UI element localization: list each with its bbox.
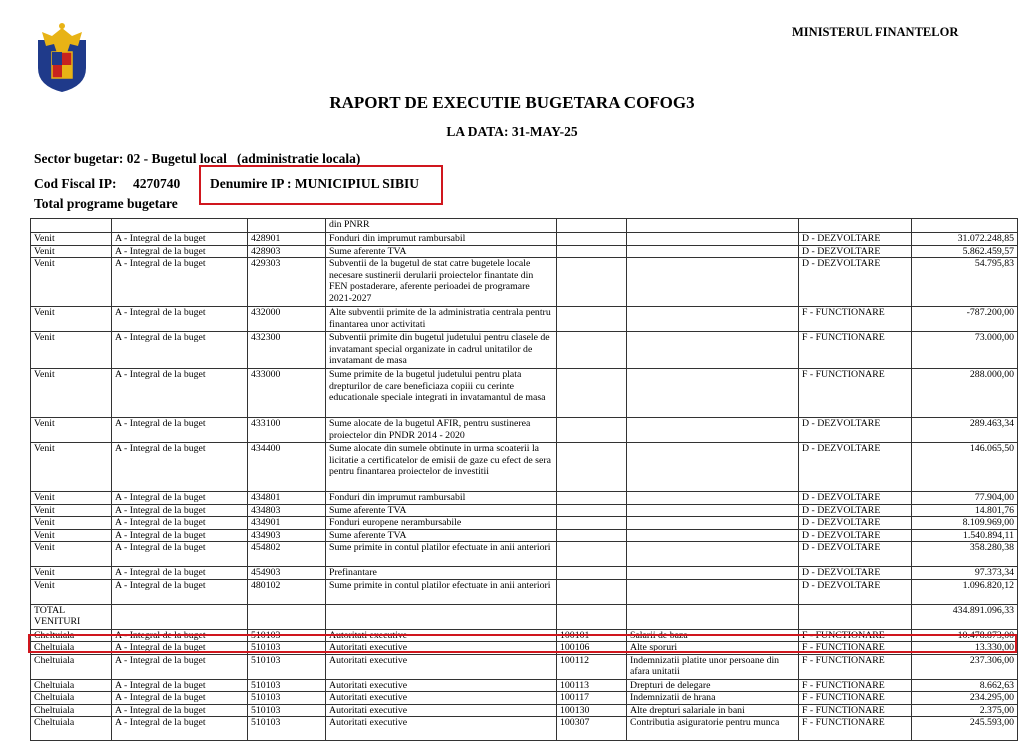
cell-cod-venit: 434901	[248, 517, 326, 530]
cell-suma: 434.891.096,33	[912, 604, 1018, 629]
table-row	[31, 704, 1018, 717]
cell-cod-titlu	[557, 245, 627, 258]
cell-tip: Cheltuiala	[31, 704, 112, 717]
cell-sectiune: F - FUNCTIONARE	[799, 717, 912, 741]
cell-denumire: Subventii primite din bugetul judetului pentru clasele de invatamant special organizate in cadrul unitatilor de invatamant de masa	[326, 332, 557, 369]
cell-suma: 77.904,00	[912, 492, 1018, 505]
cell-finantare: A - Integral de la buget	[112, 443, 248, 492]
cell-tip: Venit	[31, 258, 112, 307]
cell-cod-titlu	[557, 369, 627, 418]
cell-titlu	[627, 332, 799, 369]
cell-cod-venit	[248, 219, 326, 233]
cell-tip: Venit	[31, 369, 112, 418]
cell-tip: Venit	[31, 233, 112, 246]
cell-titlu	[627, 258, 799, 307]
cell-cod-titlu	[557, 529, 627, 542]
cell-suma: 1.540.894,11	[912, 529, 1018, 542]
cell-suma: 358.280,38	[912, 542, 1018, 567]
cell-cod-venit: 432000	[248, 307, 326, 332]
cell-titlu	[627, 369, 799, 418]
cell-cod-venit	[248, 604, 326, 629]
cell-titlu	[627, 233, 799, 246]
cell-sectiune: D - DEZVOLTARE	[799, 492, 912, 505]
execution-table	[30, 218, 1018, 741]
cell-finantare	[112, 219, 248, 233]
cell-sectiune: D - DEZVOLTARE	[799, 517, 912, 530]
cell-cod-venit: 510103	[248, 654, 326, 679]
cod-fiscal-value: 4270740	[133, 176, 181, 191]
cell-titlu	[627, 567, 799, 580]
cell-cod-titlu	[557, 307, 627, 332]
cell-cod-titlu: 100130	[557, 704, 627, 717]
cell-finantare: A - Integral de la buget	[112, 542, 248, 567]
cell-finantare: A - Integral de la buget	[112, 492, 248, 505]
cell-cod-venit: 510103	[248, 642, 326, 655]
cell-suma: 146.065,50	[912, 443, 1018, 492]
table-row	[31, 717, 1018, 741]
cell-suma	[912, 219, 1018, 233]
cell-cod-titlu	[557, 542, 627, 567]
cell-denumire: Sume aferente TVA	[326, 504, 557, 517]
cell-cod-venit: 432300	[248, 332, 326, 369]
cell-suma: 245.593,00	[912, 717, 1018, 741]
cell-suma: 237.306,00	[912, 654, 1018, 679]
cell-titlu: Indemnizatii platite unor persoane din afara unitatii	[627, 654, 799, 679]
cell-cod-titlu	[557, 258, 627, 307]
table-row	[31, 258, 1018, 307]
cell-titlu	[627, 443, 799, 492]
cell-cod-venit: 428903	[248, 245, 326, 258]
cell-titlu	[627, 604, 799, 629]
cell-cod-venit: 433000	[248, 369, 326, 418]
report-title: RAPORT DE EXECUTIE BUGETARA COFOG3	[329, 93, 695, 112]
cell-titlu: Contributia asiguratorie pentru munca	[627, 717, 799, 741]
cell-sectiune: D - DEZVOLTARE	[799, 529, 912, 542]
cell-denumire: Alte subventii primite de la administratia centrala pentru finantarea unor activitati	[326, 307, 557, 332]
cell-cod-venit: 429303	[248, 258, 326, 307]
romania-coat-of-arms-icon	[34, 22, 90, 94]
cell-suma: 2.375,00	[912, 704, 1018, 717]
cell-titlu	[627, 542, 799, 567]
cell-titlu	[627, 492, 799, 505]
table-row	[31, 418, 1018, 443]
cell-cod-titlu	[557, 567, 627, 580]
cell-sectiune: F - FUNCTIONARE	[799, 654, 912, 679]
cell-denumire: Autoritati executive	[326, 692, 557, 705]
cell-finantare: A - Integral de la buget	[112, 717, 248, 741]
cell-denumire: Autoritati executive	[326, 717, 557, 741]
cell-finantare: A - Integral de la buget	[112, 679, 248, 692]
cell-cod-venit: 510103	[248, 679, 326, 692]
cell-sectiune: D - DEZVOLTARE	[799, 542, 912, 567]
table-row	[31, 654, 1018, 679]
table-row	[31, 679, 1018, 692]
cell-finantare: A - Integral de la buget	[112, 567, 248, 580]
cell-sectiune: F - FUNCTIONARE	[799, 679, 912, 692]
cell-denumire: Autoritati executive	[326, 629, 557, 642]
cell-cod-venit: 510103	[248, 692, 326, 705]
highlight-denumire-box	[199, 165, 443, 205]
cell-cod-titlu	[557, 504, 627, 517]
table-row	[31, 604, 1018, 629]
cell-denumire: Sume primite in contul platilor efectuate in anii anteriori	[326, 579, 557, 604]
cell-suma: 31.072.248,85	[912, 233, 1018, 246]
cell-denumire: Fonduri din imprumut rambursabil	[326, 492, 557, 505]
cod-fiscal-label: Cod Fiscal IP:	[34, 176, 117, 191]
cell-cod-venit: 434400	[248, 443, 326, 492]
cell-titlu	[627, 517, 799, 530]
cell-titlu: Alte sporuri	[627, 642, 799, 655]
cell-finantare: A - Integral de la buget	[112, 369, 248, 418]
cell-tip: Cheltuiala	[31, 654, 112, 679]
cell-titlu	[627, 529, 799, 542]
cell-suma: 1.096.820,12	[912, 579, 1018, 604]
cell-finantare: A - Integral de la buget	[112, 332, 248, 369]
cell-cod-titlu: 100101	[557, 629, 627, 642]
cell-tip: Venit	[31, 542, 112, 567]
cell-tip: Venit	[31, 443, 112, 492]
cell-cod-venit: 433100	[248, 418, 326, 443]
cell-sectiune: D - DEZVOLTARE	[799, 245, 912, 258]
cell-finantare: A - Integral de la buget	[112, 579, 248, 604]
cell-finantare: A - Integral de la buget	[112, 629, 248, 642]
cell-titlu	[627, 504, 799, 517]
cell-tip: Venit	[31, 529, 112, 542]
table-row	[31, 307, 1018, 332]
cell-cod-titlu	[557, 443, 627, 492]
cell-cod-venit: 454802	[248, 542, 326, 567]
cell-denumire: Fonduri din imprumut rambursabil	[326, 233, 557, 246]
cell-cod-venit: 428901	[248, 233, 326, 246]
cell-cod-venit: 510103	[248, 717, 326, 741]
cell-finantare: A - Integral de la buget	[112, 504, 248, 517]
table-row	[31, 332, 1018, 369]
cell-denumire: Autoritati executive	[326, 642, 557, 655]
cell-tip: Venit	[31, 245, 112, 258]
cell-sectiune: D - DEZVOLTARE	[799, 443, 912, 492]
cell-denumire: Subventii de la bugetul de stat catre bugetele locale necesare sustinerii derularii proiectelor finantate din FEN postaderare, aferente perioadei de programare 2021-2027	[326, 258, 557, 307]
total-programe: Total programe bugetare	[34, 196, 178, 211]
cell-tip: Venit	[31, 418, 112, 443]
cell-suma: 288.000,00	[912, 369, 1018, 418]
cell-finantare: A - Integral de la buget	[112, 692, 248, 705]
cell-sectiune	[799, 604, 912, 629]
cell-suma: 10.478.873,00	[912, 629, 1018, 642]
cell-cod-titlu: 100112	[557, 654, 627, 679]
cell-sectiune: F - FUNCTIONARE	[799, 307, 912, 332]
cell-titlu	[627, 579, 799, 604]
cell-finantare: A - Integral de la buget	[112, 517, 248, 530]
table-row	[31, 233, 1018, 246]
cell-tip: Venit	[31, 332, 112, 369]
cell-denumire: Autoritati executive	[326, 654, 557, 679]
cell-finantare	[112, 604, 248, 629]
table-row	[31, 567, 1018, 580]
cell-titlu: Drepturi de delegare	[627, 679, 799, 692]
cell-finantare: A - Integral de la buget	[112, 418, 248, 443]
cell-cod-titlu	[557, 492, 627, 505]
cell-cod-venit: 510103	[248, 704, 326, 717]
cell-titlu	[627, 307, 799, 332]
cell-finantare: A - Integral de la buget	[112, 233, 248, 246]
cell-suma: -787.200,00	[912, 307, 1018, 332]
cell-sectiune: D - DEZVOLTARE	[799, 418, 912, 443]
report-date: LA DATA: 31-MAY-25	[446, 124, 578, 139]
cell-tip: TOTAL VENITURI	[31, 604, 112, 629]
cell-sectiune: D - DEZVOLTARE	[799, 567, 912, 580]
cell-tip: Venit	[31, 307, 112, 332]
cell-tip: Cheltuiala	[31, 642, 112, 655]
cell-cod-titlu: 100113	[557, 679, 627, 692]
cell-suma: 289.463,34	[912, 418, 1018, 443]
cell-tip: Cheltuiala	[31, 629, 112, 642]
cell-denumire: Sume alocate de la bugetul AFIR, pentru sustinerea proiectelor din PNDR 2014 - 2020	[326, 418, 557, 443]
cell-tip: Cheltuiala	[31, 692, 112, 705]
cell-cod-titlu: 100307	[557, 717, 627, 741]
cell-tip: Venit	[31, 517, 112, 530]
cell-cod-venit: 434801	[248, 492, 326, 505]
cell-tip: Venit	[31, 492, 112, 505]
cell-denumire: Fonduri europene nerambursabile	[326, 517, 557, 530]
cell-cod-titlu	[557, 219, 627, 233]
cell-tip: Cheltuiala	[31, 717, 112, 741]
cell-suma: 234.295,00	[912, 692, 1018, 705]
cell-cod-titlu	[557, 418, 627, 443]
cell-cod-titlu	[557, 233, 627, 246]
cell-denumire: Sume primite de la bugetul judetului pentru plata drepturilor de care beneficiaza copiii cu cerinte educationale speciale integrati in invatamantul de masa	[326, 369, 557, 418]
cell-suma: 54.795,83	[912, 258, 1018, 307]
table-row	[31, 245, 1018, 258]
cell-cod-venit: 510103	[248, 629, 326, 642]
cell-cod-venit: 434903	[248, 529, 326, 542]
cell-denumire: din PNRR	[326, 219, 557, 233]
cell-finantare: A - Integral de la buget	[112, 245, 248, 258]
cell-sectiune: F - FUNCTIONARE	[799, 369, 912, 418]
cell-suma: 97.373,34	[912, 567, 1018, 580]
table-row	[31, 443, 1018, 492]
cell-denumire: Sume primite in contul platilor efectuate in anii anteriori	[326, 542, 557, 567]
cell-titlu	[627, 418, 799, 443]
cell-sectiune: F - FUNCTIONARE	[799, 642, 912, 655]
cell-denumire: Autoritati executive	[326, 679, 557, 692]
cell-finantare: A - Integral de la buget	[112, 642, 248, 655]
cell-cod-titlu	[557, 579, 627, 604]
cell-finantare: A - Integral de la buget	[112, 654, 248, 679]
cell-sectiune: F - FUNCTIONARE	[799, 704, 912, 717]
cell-finantare: A - Integral de la buget	[112, 704, 248, 717]
cell-suma: 8.662,63	[912, 679, 1018, 692]
table-row	[31, 504, 1018, 517]
cell-sectiune: F - FUNCTIONARE	[799, 692, 912, 705]
table-row	[31, 542, 1018, 567]
cell-titlu: Indemnizatii de hrana	[627, 692, 799, 705]
table-row	[31, 369, 1018, 418]
cell-denumire: Autoritati executive	[326, 704, 557, 717]
highlight-row-box	[28, 634, 1017, 653]
cell-titlu: Alte drepturi salariale in bani	[627, 704, 799, 717]
cell-cod-titlu	[557, 517, 627, 530]
cell-tip: Venit	[31, 567, 112, 580]
sector-line: Sector bugetar: 02 - Bugetul local (administratie locala)	[34, 151, 361, 166]
cell-titlu	[627, 219, 799, 233]
cell-cod-titlu: 100106	[557, 642, 627, 655]
cell-suma: 14.801,76	[912, 504, 1018, 517]
cell-titlu: Salarii de baza	[627, 629, 799, 642]
cell-cod-venit: 454903	[248, 567, 326, 580]
cell-finantare: A - Integral de la buget	[112, 307, 248, 332]
table-row	[31, 492, 1018, 505]
cell-cod-titlu	[557, 604, 627, 629]
cell-sectiune: D - DEZVOLTARE	[799, 579, 912, 604]
cell-tip: Venit	[31, 579, 112, 604]
cell-sectiune: F - FUNCTIONARE	[799, 332, 912, 369]
cell-denumire: Sume aferente TVA	[326, 245, 557, 258]
cell-tip: Venit	[31, 504, 112, 517]
cell-finantare: A - Integral de la buget	[112, 258, 248, 307]
cell-sectiune	[799, 219, 912, 233]
cell-denumire: Sume aferente TVA	[326, 529, 557, 542]
cell-suma: 8.109.969,00	[912, 517, 1018, 530]
table-row	[31, 219, 1018, 233]
cell-tip: Cheltuiala	[31, 679, 112, 692]
cell-tip	[31, 219, 112, 233]
table-row	[31, 579, 1018, 604]
cell-sectiune: D - DEZVOLTARE	[799, 233, 912, 246]
cell-suma: 13.330,00	[912, 642, 1018, 655]
cell-sectiune: D - DEZVOLTARE	[799, 258, 912, 307]
cell-cod-venit: 434803	[248, 504, 326, 517]
cell-titlu	[627, 245, 799, 258]
cell-finantare: A - Integral de la buget	[112, 529, 248, 542]
table-row	[31, 517, 1018, 530]
cell-suma: 5.862.459,57	[912, 245, 1018, 258]
table-row	[31, 529, 1018, 542]
denumire-ip: Denumire IP : MUNICIPIUL SIBIU	[210, 176, 420, 191]
cell-cod-titlu: 100117	[557, 692, 627, 705]
cell-sectiune: F - FUNCTIONARE	[799, 629, 912, 642]
cell-cod-titlu	[557, 332, 627, 369]
cell-sectiune: D - DEZVOLTARE	[799, 504, 912, 517]
cell-denumire	[326, 604, 557, 629]
table-row	[31, 692, 1018, 705]
ministry-name: MINISTERUL FINANTELOR	[792, 25, 959, 39]
cell-denumire: Prefinantare	[326, 567, 557, 580]
cell-denumire: Sume alocate din sumele obtinute in urma scoaterii la licitatie a certificatelor de emisii de gaze cu efect de sera pentru finantarea proiectelor de investitii	[326, 443, 557, 492]
cell-suma: 73.000,00	[912, 332, 1018, 369]
cell-cod-venit: 480102	[248, 579, 326, 604]
